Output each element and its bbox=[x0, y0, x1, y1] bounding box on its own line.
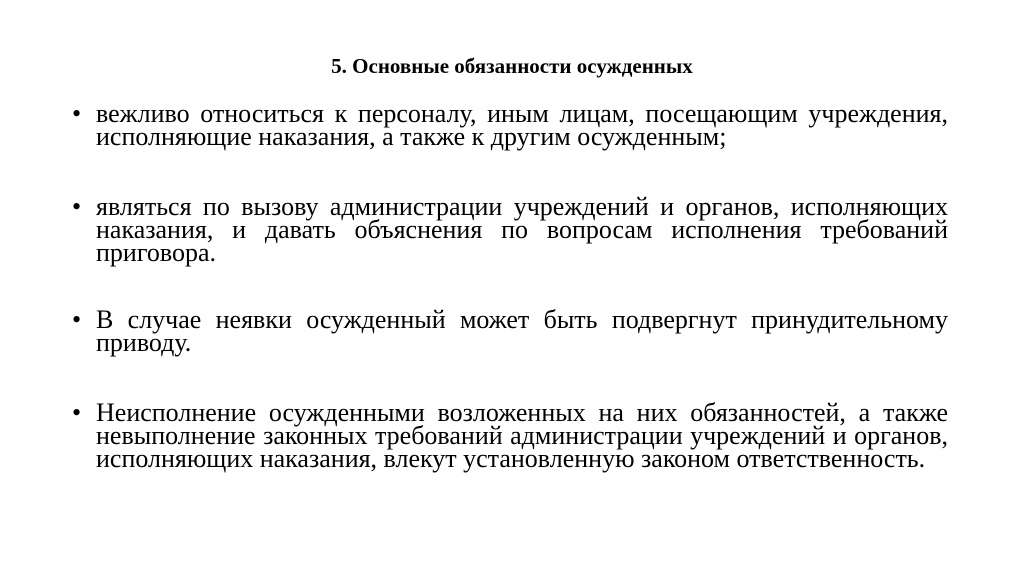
bullet-dot-icon: • bbox=[72, 305, 82, 334]
bullet-dot-icon: • bbox=[72, 398, 82, 427]
bullet-dot-icon: • bbox=[72, 99, 82, 128]
list-item-text: вежливо относиться к персоналу, иным лицам, посещающим учреждения, исполняющие наказания, а также к другим осужденным; bbox=[96, 99, 948, 151]
list-item bbox=[72, 192, 948, 267]
list-item-text: В случае неявки осужденный может быть подвергнут принудительному приводу. bbox=[96, 305, 948, 357]
bullet-list bbox=[72, 99, 948, 473]
list-item bbox=[72, 99, 948, 151]
list-item-text: являться по вызову администрации учреждений и органов, исполняющих наказания, и давать объяснения по вопросам исполнения требований приговора. bbox=[96, 192, 948, 267]
list-item-text: Неисполнение осужденными возложенных на них обязанностей, а также невыполнение законных требований администрации учреждений и органов, исполняющих наказания, влекут установленную законом ответственность. bbox=[96, 398, 948, 473]
bullet-dot-icon: • bbox=[72, 192, 82, 221]
slide-title: 5. Основные обязанности осужденных bbox=[331, 54, 693, 78]
list-item bbox=[72, 398, 948, 473]
list-item bbox=[72, 305, 948, 357]
